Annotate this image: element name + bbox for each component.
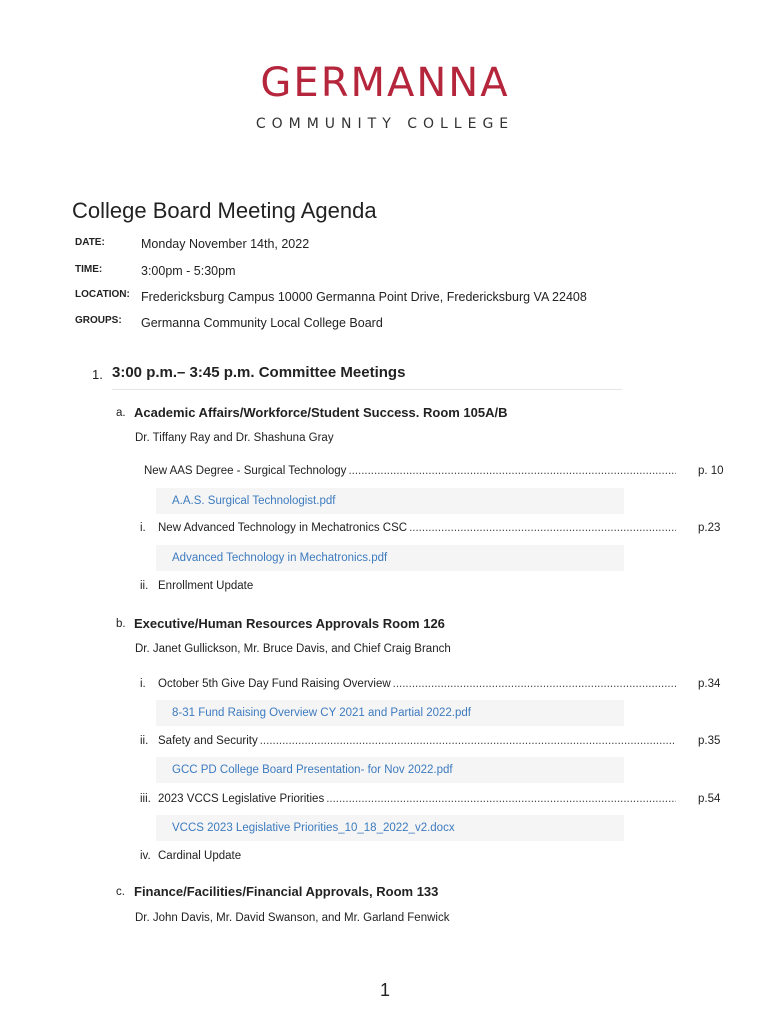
section-number: 1. — [92, 367, 103, 382]
agenda-item — [140, 580, 678, 592]
agenda-item — [140, 522, 678, 534]
subsection-title: Academic Affairs/Workforce/Student Success. Room 105A/B — [134, 405, 508, 420]
page-reference: p.34 — [698, 678, 721, 690]
section-divider — [112, 389, 622, 390]
agenda-item-text: New Advanced Technology in Mechatronics CSC — [158, 522, 408, 534]
agenda-item — [140, 735, 678, 747]
agenda-item-number: i. — [140, 522, 146, 534]
section-title: 3:00 p.m.– 3:45 p.m. Committee Meetings — [112, 364, 406, 381]
agenda-item — [140, 793, 678, 805]
subsection-title: Finance/Facilities/Financial Approvals, Room 133 — [134, 884, 439, 899]
date-value: Monday November 14th, 2022 — [141, 237, 310, 251]
agenda-item-text: 2023 VCCS Legislative Priorities — [158, 793, 325, 805]
attachment-link[interactable]: VCCS 2023 Legislative Priorities_10_18_2022_v2.docx — [156, 815, 624, 841]
page-reference: p. 10 — [698, 465, 724, 477]
leader-dots — [326, 793, 676, 805]
committee-members: Dr. Janet Gullickson, Mr. Bruce Davis, and Chief Craig Branch — [135, 643, 451, 655]
college-logo: GERMANNA — [260, 60, 510, 106]
committee-members: Dr. John Davis, Mr. David Swanson, and Mr. Garland Fenwick — [135, 912, 450, 924]
agenda-item-text: Cardinal Update — [158, 850, 242, 862]
leader-dots — [260, 735, 676, 747]
time-label: TIME: — [75, 264, 103, 275]
time-value: 3:00pm - 5:30pm — [141, 264, 236, 278]
page-reference: p.23 — [698, 522, 721, 534]
subsection-letter: a. — [116, 407, 126, 419]
agenda-item-number: i. — [140, 678, 146, 690]
page-reference: p.54 — [698, 793, 721, 805]
groups-value: Germanna Community Local College Board — [141, 316, 383, 330]
leader-dots — [393, 678, 676, 690]
agenda-item-number: ii. — [140, 580, 149, 592]
subsection-title: Executive/Human Resources Approvals Room 126 — [134, 616, 445, 631]
page-number: 1 — [379, 980, 390, 1000]
college-logo-subtitle: COMMUNITY COLLEGE — [255, 116, 515, 132]
agenda-item-number: iii. — [140, 793, 151, 805]
agenda-item-number: iv. — [140, 850, 151, 862]
attachment-link[interactable]: 8-31 Fund Raising Overview CY 2021 and Partial 2022.pdf — [156, 700, 624, 726]
agenda-item — [140, 850, 678, 862]
leader-dots — [348, 465, 676, 477]
agenda-item — [140, 678, 678, 690]
agenda-item — [140, 465, 678, 477]
attachment-link[interactable]: GCC PD College Board Presentation- for Nov 2022.pdf — [156, 757, 624, 783]
agenda-item-text: October 5th Give Day Fund Raising Overview — [158, 678, 391, 690]
committee-members: Dr. Tiffany Ray and Dr. Shashuna Gray — [135, 432, 334, 444]
attachment-link[interactable]: A.A.S. Surgical Technologist.pdf — [156, 488, 624, 514]
location-value: Fredericksburg Campus 10000 Germanna Point Drive, Fredericksburg VA 22408 — [141, 290, 587, 304]
date-label: DATE: — [75, 237, 105, 248]
groups-label: GROUPS: — [75, 315, 122, 326]
agenda-item-text: Enrollment Update — [158, 580, 254, 592]
agenda-item-number: ii. — [140, 735, 149, 747]
location-label: LOCATION: — [75, 289, 130, 300]
agenda-item-text: New AAS Degree - Surgical Technology — [144, 465, 347, 477]
attachment-link[interactable]: Advanced Technology in Mechatronics.pdf — [156, 545, 624, 571]
leader-dots — [409, 522, 676, 534]
agenda-item-text: Safety and Security — [158, 735, 258, 747]
page-title: College Board Meeting Agenda — [72, 198, 377, 223]
subsection-letter: b. — [116, 618, 126, 630]
subsection-letter: c. — [116, 886, 125, 898]
page-reference: p.35 — [698, 735, 721, 747]
